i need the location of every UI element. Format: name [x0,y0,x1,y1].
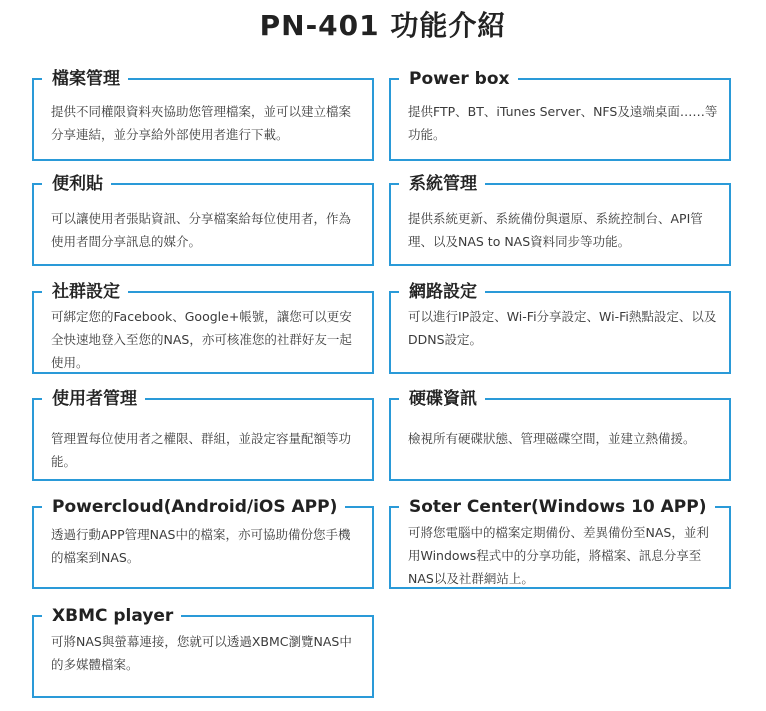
card-description: 提供系統更新、系統備份與還原、系統控制台、API管理、以及NAS to NAS資料同步等功能。 [408,211,703,249]
card-title: 社群設定 [42,280,128,304]
feature-card-powercloud [32,497,374,589]
feature-card-system-management [389,174,731,266]
card-description: 可以進行IP設定、Wi-Fi分享設定、Wi-Fi熱點設定、以及DDNS設定。 [408,309,717,347]
feature-card-xbmc-player [32,606,374,698]
card-description: 可將NAS與螢幕連接，您就可以透過XBMC瀏覽NAS中的多媒體檔案。 [51,634,352,672]
card-description: 可以讓使用者張貼資訊、分享檔案給每位使用者，作為使用者間分享訊息的媒介。 [51,211,352,249]
feature-card-disk-info [389,389,731,481]
card-description: 管理置每位使用者之權限、群組，並設定容量配額等功能。 [51,431,352,469]
card-description: 透過行動APP管理NAS中的檔案，亦可協助備份您手機的檔案到NAS。 [51,527,351,565]
card-title: 便利貼 [42,172,111,196]
card-title: 檔案管理 [42,67,128,91]
card-description: 檢視所有硬碟狀態、管理磁碟空間，並建立熱備援。 [408,431,696,446]
feature-card-power-box [389,69,731,161]
card-title: 使用者管理 [42,387,145,411]
card-title: Soter Center(Windows 10 APP) [399,495,715,519]
page-title: PN-401 功能介紹 [259,9,507,42]
feature-card-network-settings [389,282,731,374]
feature-card-user-management [32,389,374,481]
feature-card-file-management [32,69,374,161]
card-title: XBMC player [42,604,181,628]
card-title: 系統管理 [399,172,485,196]
feature-card-social-settings [32,282,374,374]
card-description: 提供不同權限資料夾協助您管理檔案，並可以建立檔案分享連結，並分享給外部使用者進行下載。 [51,104,352,142]
feature-card-soter-center [389,497,731,589]
card-title: Power box [399,67,518,91]
card-title: 網路設定 [399,280,485,304]
card-description: 可綁定您的Facebook、Google+帳號，讓您可以更安全快速地登入至您的NAS，亦可核准您的社群好友一起使用。 [51,309,352,370]
card-title: 硬碟資訊 [399,387,485,411]
card-title: Powercloud(Android/iOS APP) [42,495,345,519]
card-description: 可將您電腦中的檔案定期備份、差異備份至NAS，並利用Windows程式中的分享功能，將檔案、訊息分享至NAS以及社群網站上。 [408,525,709,586]
feature-card-sticky-notes [32,174,374,266]
card-description: 提供FTP、BT、iTunes Server、NFS及遠端桌面……等功能。 [408,104,718,142]
